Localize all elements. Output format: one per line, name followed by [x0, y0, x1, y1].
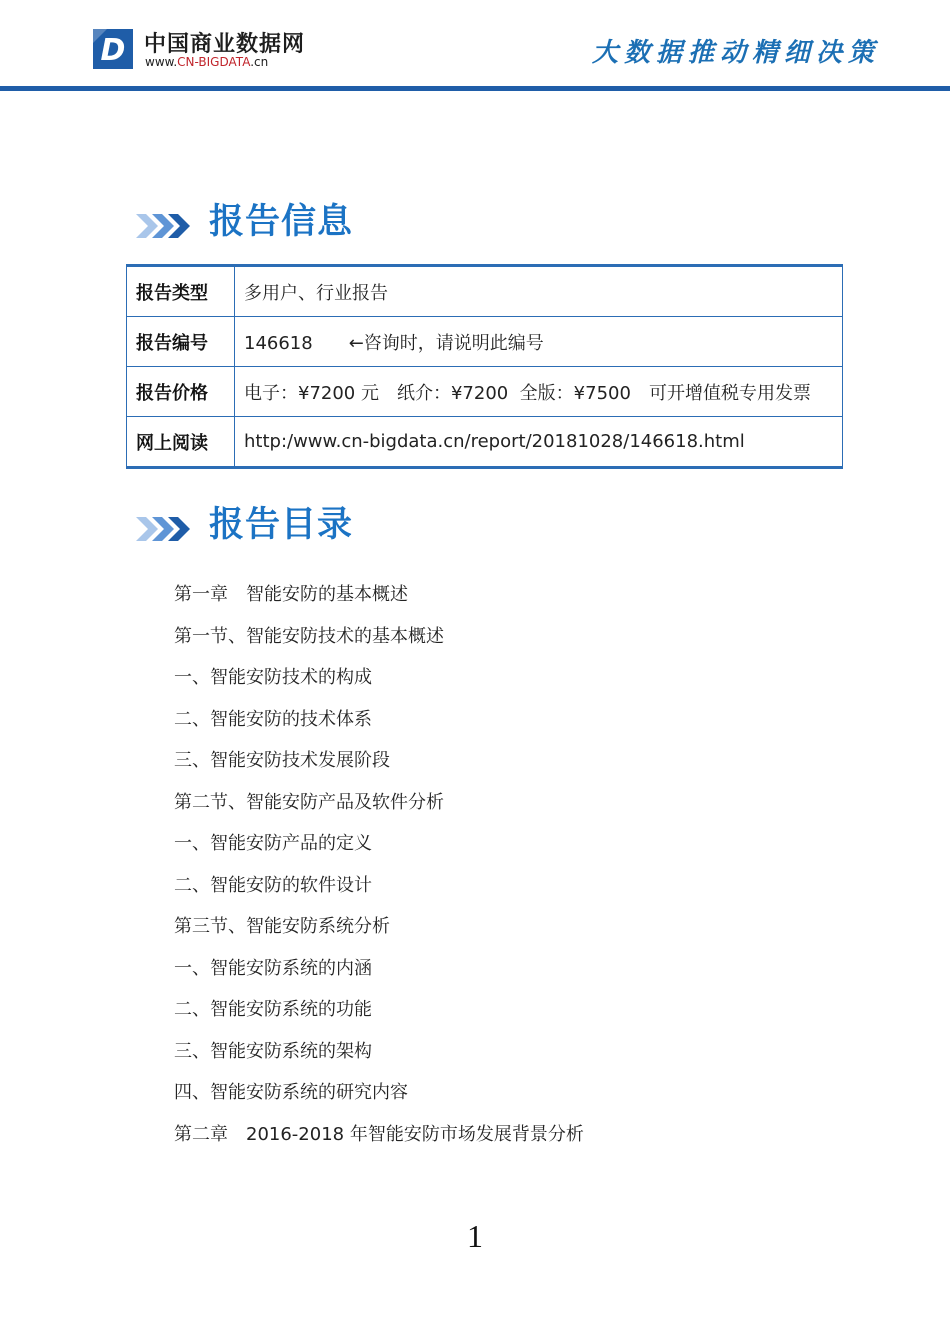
report-info-heading: [136, 194, 536, 246]
info-value: 电子：¥7200 元 纸介：¥7200 全版：¥7500 可开增值税专用发票: [235, 367, 843, 417]
logo-url-domain: CN-BIGDATA: [177, 55, 251, 69]
info-row-type: [127, 266, 843, 317]
triple-chevron-icon: [136, 515, 192, 543]
info-label: 报告价格: [127, 367, 235, 417]
info-value: 146618 ←咨询时，请说明此编号: [235, 317, 843, 367]
logo-url: [145, 55, 268, 69]
toc-item: 三、智能安防系统的架构: [174, 1040, 372, 1062]
toc-item: 二、智能安防的软件设计: [174, 874, 372, 896]
toc-heading: [136, 497, 536, 549]
header-slogan: 大数据推动精细决策: [591, 38, 880, 68]
toc-item: 三、智能安防技术发展阶段: [174, 750, 390, 771]
report-info-title: 报告信息: [209, 202, 354, 242]
toc-item: 一、智能安防系统的内涵: [174, 957, 372, 979]
toc-item: 第二章 2016-2018 年智能安防市场发展背景分析: [174, 1123, 584, 1145]
toc-title: 报告目录: [209, 505, 354, 545]
info-row-id: [127, 317, 843, 367]
toc-item: 第三节、智能安防系统分析: [174, 916, 390, 937]
table-of-contents: [174, 578, 584, 1159]
info-row-price: [127, 367, 843, 417]
triple-chevron-icon: [136, 212, 192, 240]
toc-item: 一、智能安防技术的构成: [174, 667, 372, 688]
report-url-link[interactable]: http:/www.cn-bigdata.cn/report/20181028/146618.html: [235, 417, 843, 468]
toc-item: 二、智能安防的技术体系: [174, 708, 372, 730]
logo-url-prefix: www.: [145, 55, 178, 69]
info-label: 网上阅读: [127, 417, 235, 468]
logo-letter: D: [100, 33, 126, 68]
logo-title: 中国商业数据网: [144, 32, 306, 57]
toc-item: 第一节、智能安防技术的基本概述: [174, 625, 444, 647]
toc-item: 四、智能安防系统的研究内容: [174, 1082, 408, 1103]
info-row-online: [127, 417, 843, 468]
info-label: 报告编号: [127, 317, 235, 367]
toc-item: 二、智能安防系统的功能: [174, 999, 372, 1020]
cn-bigdata-logo-icon: [93, 29, 133, 69]
page-header: [0, 0, 950, 92]
info-value: 多用户、行业报告: [235, 266, 843, 317]
toc-item: 一、智能安防产品的定义: [174, 833, 372, 854]
header-divider: [0, 86, 950, 91]
report-info-table: [126, 264, 843, 469]
toc-item: 第一章 智能安防的基本概述: [174, 584, 408, 605]
info-label: 报告类型: [127, 266, 235, 317]
page-number: 1: [467, 1218, 483, 1254]
logo-url-suffix: .cn: [250, 55, 269, 69]
toc-item: 第二节、智能安防产品及软件分析: [174, 791, 444, 813]
